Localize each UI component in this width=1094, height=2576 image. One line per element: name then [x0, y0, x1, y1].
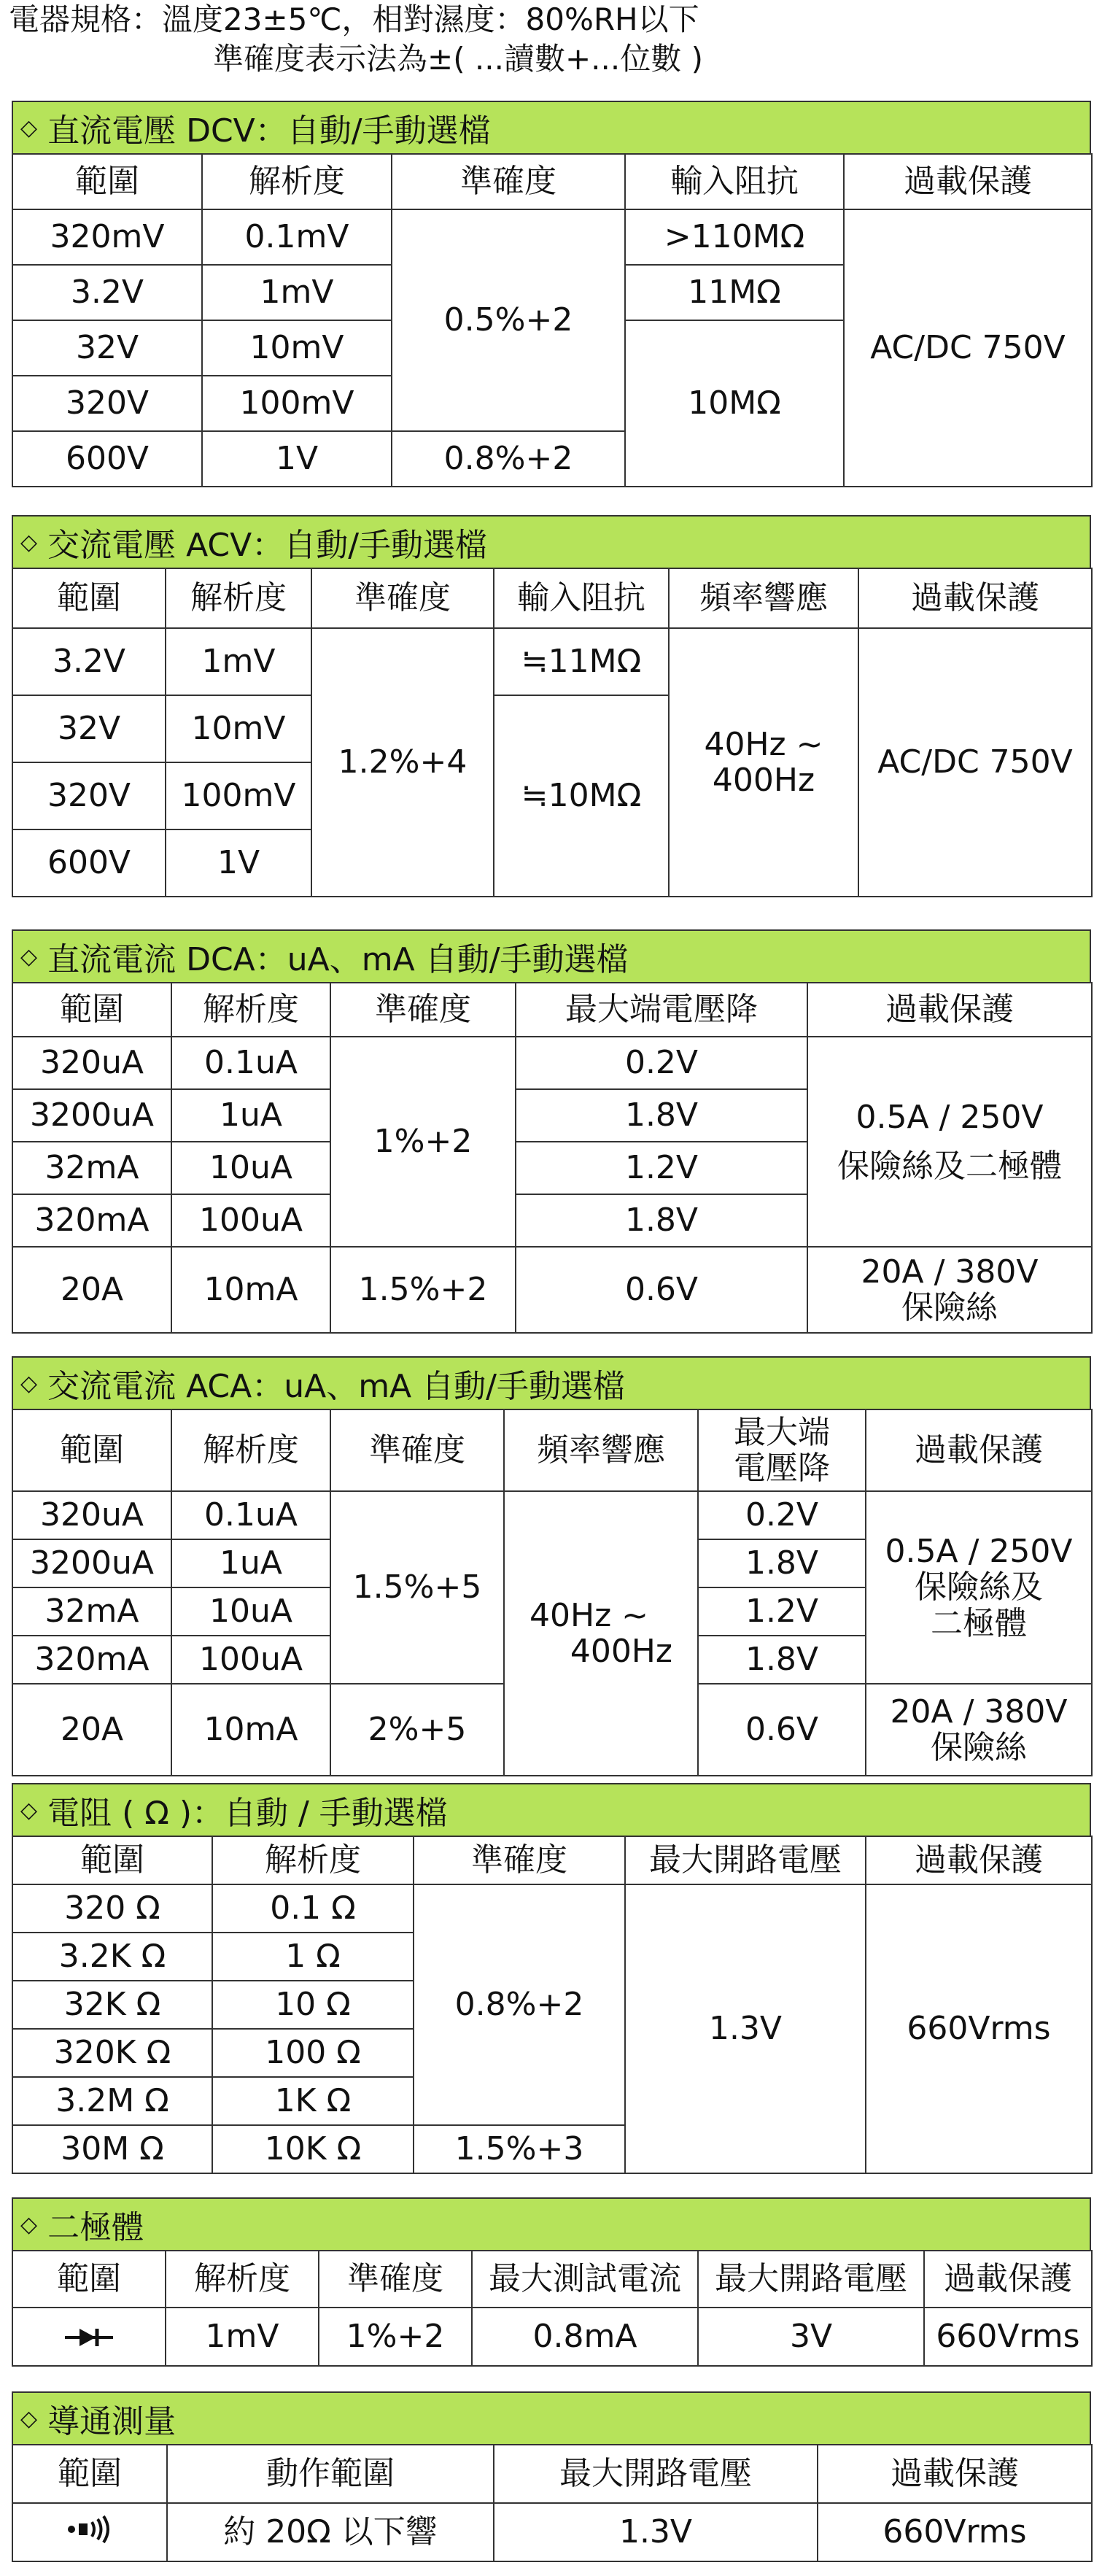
impedance-cell: ≒11MΩ — [494, 628, 669, 695]
header-cell — [698, 1409, 866, 1491]
section-dca — [12, 929, 1091, 1334]
overload-line: 保險絲及 — [915, 1569, 1043, 1606]
header-cell: 過載保護 — [844, 154, 1092, 209]
impedance-cell: 11MΩ — [625, 265, 844, 320]
section-aca — [12, 1356, 1091, 1776]
range-cell — [12, 2308, 166, 2366]
header-cell: 最大開路電壓 — [494, 2445, 818, 2503]
table-header-row — [12, 2251, 1092, 2308]
header-cell: 範圍 — [12, 154, 202, 209]
range-cell: 320V — [12, 762, 166, 829]
range-cell: 3.2V — [12, 628, 166, 695]
resolution-cell: 0.1uA — [171, 1037, 330, 1089]
header-cell: 過載保護 — [866, 1836, 1092, 1884]
header-cell: 過載保護 — [807, 983, 1092, 1037]
resolution-cell: 10K Ω — [212, 2125, 414, 2173]
test-current-cell: 0.8mA — [472, 2308, 698, 2366]
range-cell: 320mV — [12, 209, 202, 265]
table-row — [12, 628, 1092, 695]
header-line: 最大端 — [734, 1413, 830, 1451]
range-cell: 320mA — [12, 1636, 171, 1684]
range-cell: 320uA — [12, 1037, 171, 1089]
resolution-cell: 10mV — [202, 320, 392, 376]
frequency-line: 400Hz — [570, 1633, 672, 1670]
table-header-row — [12, 1409, 1092, 1491]
header-cell: 動作範圍 — [167, 2445, 494, 2503]
resolution-cell: 100mV — [202, 376, 392, 431]
overload-cell: 660Vrms — [866, 1884, 1092, 2173]
spec-table — [12, 1409, 1093, 1776]
overload-cell — [807, 1037, 1092, 1247]
voltage-drop-cell: 0.6V — [516, 1247, 807, 1333]
voltage-drop-cell: 1.2V — [516, 1142, 807, 1194]
header-cell: 準確度 — [311, 568, 494, 628]
table-header-row — [12, 2445, 1092, 2503]
section-title: 二極體 — [47, 2209, 144, 2246]
table-row — [12, 209, 1092, 265]
header-cell: 範圍 — [12, 568, 166, 628]
accuracy-cell: 0.8%+2 — [414, 1884, 625, 2125]
resolution-cell: 100uA — [171, 1194, 330, 1247]
resolution-cell: 1V — [202, 431, 392, 487]
range-cell: 32V — [12, 695, 166, 762]
overload-line: 0.5A / 250V — [856, 1098, 1044, 1136]
section-title: 交流電流 ACA：uA、mA 自動/手動選檔 — [47, 1368, 625, 1405]
frequency-cell — [504, 1491, 698, 1776]
accuracy-cell: 1%+2 — [319, 2308, 472, 2366]
header-cell: 頻率響應 — [504, 1409, 698, 1491]
diamond-icon: ◇ — [20, 943, 38, 970]
spec-table — [12, 982, 1093, 1334]
spec-table — [12, 568, 1093, 897]
header-cell: 解析度 — [202, 154, 392, 209]
accuracy-cell: 1.5%+3 — [414, 2125, 625, 2173]
open-voltage-cell: 1.3V — [625, 1884, 866, 2173]
range-cell: 320K Ω — [12, 2029, 212, 2077]
overload-line: 二極體 — [931, 1604, 1027, 1642]
diamond-icon: ◇ — [20, 2405, 38, 2432]
section-header — [12, 1783, 1091, 1836]
diode-icon — [63, 2320, 115, 2356]
section-header — [12, 2197, 1091, 2250]
frequency-line: 40Hz ~ — [704, 725, 823, 763]
resolution-cell: 100 Ω — [212, 2029, 414, 2077]
section-resistance — [12, 1783, 1091, 2174]
table-row — [12, 1037, 1092, 1089]
header-cell: 解析度 — [166, 2251, 319, 2308]
frequency-line: 400Hz — [712, 762, 815, 799]
overload-cell — [866, 1684, 1092, 1776]
resolution-cell: 0.1uA — [171, 1491, 330, 1539]
impedance-cell: 10MΩ — [625, 320, 844, 487]
header-cell: 輸入阻抗 — [625, 154, 844, 209]
header-cell: 最大端電壓降 — [516, 983, 807, 1037]
voltage-drop-cell: 1.8V — [516, 1194, 807, 1247]
header-cell: 解析度 — [171, 1409, 330, 1491]
range-cell: 20A — [12, 1684, 171, 1776]
accuracy-cell: 1.2%+4 — [311, 628, 494, 897]
range-cell: 32mA — [12, 1142, 171, 1194]
spec-table — [12, 1836, 1093, 2174]
buzzer-icon — [64, 2515, 115, 2551]
header-cell: 輸入阻抗 — [494, 568, 669, 628]
overload-line: 20A / 380V — [861, 1253, 1039, 1291]
accuracy-notation: 準確度表示法為±( ...讀數+...位數 ) — [213, 41, 703, 77]
header-cell: 範圍 — [12, 983, 171, 1037]
resolution-cell: 100uA — [171, 1636, 330, 1684]
header-cell: 過載保護 — [924, 2251, 1092, 2308]
accuracy-cell: 1.5%+2 — [330, 1247, 516, 1333]
header-cell: 範圍 — [12, 2445, 167, 2503]
voltage-drop-cell: 1.8V — [698, 1539, 866, 1587]
spec-conditions: 電器規格：溫度23±5℃，相對濕度：80%RH以下 — [9, 1, 699, 37]
resolution-cell: 10mV — [166, 695, 311, 762]
section-continuity — [12, 2391, 1091, 2562]
range-cell: 320V — [12, 376, 202, 431]
header-cell: 範圍 — [12, 1409, 171, 1491]
header-cell: 準確度 — [414, 1836, 625, 1884]
overload-cell: AC/DC 750V — [844, 209, 1092, 487]
range-cell — [12, 2503, 167, 2561]
resolution-cell: 10uA — [171, 1142, 330, 1194]
overload-line: 0.5A / 250V — [885, 1533, 1073, 1571]
resolution-cell: 1uA — [171, 1089, 330, 1142]
header-cell: 過載保護 — [858, 568, 1092, 628]
range-cell: 320mA — [12, 1194, 171, 1247]
header-cell: 範圍 — [12, 2251, 166, 2308]
section-dcv — [12, 101, 1091, 487]
voltage-drop-cell: 1.2V — [698, 1587, 866, 1636]
open-voltage-cell: 1.3V — [494, 2503, 818, 2561]
diamond-icon: ◇ — [20, 115, 38, 141]
range-cell: 3.2K Ω — [12, 1933, 212, 1981]
header-cell: 準確度 — [330, 983, 516, 1037]
overload-line: 20A / 380V — [890, 1693, 1068, 1730]
open-voltage-cell: 3V — [698, 2308, 924, 2366]
range-cell: 600V — [12, 431, 202, 487]
section-header — [12, 1356, 1091, 1409]
resolution-cell: 100mV — [166, 762, 311, 829]
section-title: 導通測量 — [47, 2403, 176, 2440]
intro — [9, 0, 1088, 79]
voltage-drop-cell: 0.2V — [698, 1491, 866, 1539]
resolution-cell: 10uA — [171, 1587, 330, 1636]
table-header-row — [12, 154, 1092, 209]
table-row — [12, 2503, 1092, 2561]
resolution-cell: 1V — [166, 829, 311, 897]
range-cell: 20A — [12, 1247, 171, 1333]
header-line: 電壓降 — [734, 1450, 830, 1487]
header-cell: 最大開路電壓 — [698, 2251, 924, 2308]
voltage-drop-cell: 1.8V — [698, 1636, 866, 1684]
range-cell: 3.2V — [12, 265, 202, 320]
header-cell: 解析度 — [212, 1836, 414, 1884]
range-cell: 3.2M Ω — [12, 2077, 212, 2125]
table-row — [12, 1884, 1092, 1933]
voltage-drop-cell: 0.2V — [516, 1037, 807, 1089]
resolution-cell: 1K Ω — [212, 2077, 414, 2125]
resolution-cell: 0.1mV — [202, 209, 392, 265]
range-cell: 320 Ω — [12, 1884, 212, 1933]
section-header — [12, 929, 1091, 982]
accuracy-cell: 0.8%+2 — [392, 431, 625, 487]
range-cell: 30M Ω — [12, 2125, 212, 2173]
header-cell: 過載保護 — [866, 1409, 1092, 1491]
diamond-icon: ◇ — [20, 1370, 38, 1396]
voltage-drop-cell: 0.6V — [698, 1684, 866, 1776]
range-cell: 32K Ω — [12, 1981, 212, 2029]
resolution-cell: 10mA — [171, 1247, 330, 1333]
frequency-cell — [669, 628, 858, 897]
resolution-cell: 10 Ω — [212, 1981, 414, 2029]
range-cell: 320uA — [12, 1491, 171, 1539]
accuracy-cell: 1%+2 — [330, 1037, 516, 1247]
table-header-row — [12, 983, 1092, 1037]
section-title: 交流電壓 ACV：自動/手動選檔 — [47, 527, 488, 564]
diamond-icon: ◇ — [20, 529, 38, 555]
section-header — [12, 2391, 1091, 2444]
resolution-cell: 1uA — [171, 1539, 330, 1587]
action-range-cell: 約 20Ω 以下響 — [167, 2503, 494, 2561]
diamond-icon: ◇ — [20, 2211, 38, 2237]
header-cell: 過載保護 — [818, 2445, 1092, 2503]
section-title: 電阻 ( Ω )：自動 / 手動選檔 — [47, 1795, 448, 1832]
spec-table — [12, 2444, 1093, 2562]
range-cell: 3200uA — [12, 1089, 171, 1142]
overload-line: 保險絲 — [931, 1729, 1027, 1766]
impedance-cell: >110MΩ — [625, 209, 844, 265]
range-cell: 600V — [12, 829, 166, 897]
frequency-line: 40Hz ~ — [529, 1596, 649, 1634]
header-cell: 頻率響應 — [669, 568, 858, 628]
accuracy-cell: 1.5%+5 — [330, 1491, 504, 1684]
table-row — [12, 1491, 1092, 1539]
range-cell: 32V — [12, 320, 202, 376]
header-cell: 最大開路電壓 — [625, 1836, 866, 1884]
overload-cell: 660Vrms — [818, 2503, 1092, 2561]
header-cell: 解析度 — [171, 983, 330, 1037]
resolution-cell: 1mV — [202, 265, 392, 320]
header-cell: 解析度 — [166, 568, 311, 628]
header-cell: 準確度 — [392, 154, 625, 209]
table-header-row — [12, 568, 1092, 628]
overload-cell — [866, 1491, 1092, 1684]
table-row — [12, 2308, 1092, 2366]
spec-table — [12, 153, 1093, 487]
overload-cell: 660Vrms — [924, 2308, 1092, 2366]
accuracy-cell: 0.5%+2 — [392, 209, 625, 431]
section-header — [12, 101, 1091, 153]
table-header-row — [12, 1836, 1092, 1884]
section-acv — [12, 515, 1091, 897]
header-cell: 準確度 — [330, 1409, 504, 1491]
impedance-cell: ≒10MΩ — [494, 695, 669, 897]
diamond-icon: ◇ — [20, 1797, 38, 1823]
table-row — [12, 1247, 1092, 1333]
overload-line: 保險絲 — [901, 1289, 998, 1326]
header-cell: 準確度 — [319, 2251, 472, 2308]
overload-cell: AC/DC 750V — [858, 628, 1092, 897]
section-title: 直流電壓 DCV：自動/手動選檔 — [47, 112, 491, 150]
section-header — [12, 515, 1091, 568]
resolution-cell: 1 Ω — [212, 1933, 414, 1981]
range-cell: 3200uA — [12, 1539, 171, 1587]
section-diode — [12, 2197, 1091, 2367]
overload-line: 保險絲及二極體 — [837, 1148, 1062, 1185]
resolution-cell: 1mV — [166, 2308, 319, 2366]
section-title: 直流電流 DCA：uA、mA 自動/手動選檔 — [47, 941, 629, 978]
range-cell: 32mA — [12, 1587, 171, 1636]
resolution-cell: 0.1 Ω — [212, 1884, 414, 1933]
accuracy-cell: 2%+5 — [330, 1684, 504, 1776]
voltage-drop-cell: 1.8V — [516, 1089, 807, 1142]
resolution-cell: 10mA — [171, 1684, 330, 1776]
resolution-cell: 1mV — [166, 628, 311, 695]
header-cell: 範圍 — [12, 1836, 212, 1884]
overload-cell — [807, 1247, 1092, 1333]
spec-table — [12, 2250, 1093, 2367]
header-cell: 最大測試電流 — [472, 2251, 698, 2308]
